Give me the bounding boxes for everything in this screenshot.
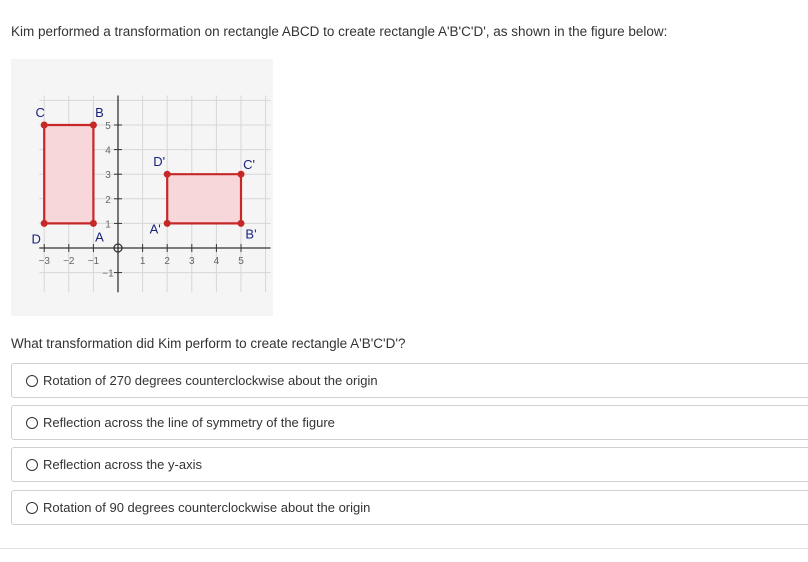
- rectangle-A'B'C'D': [167, 174, 241, 223]
- x-tick-label: 2: [164, 256, 170, 267]
- vertex-label-B': B': [245, 226, 257, 242]
- choice-option-3[interactable]: [11, 447, 808, 482]
- x-tick-label: −1: [87, 256, 100, 267]
- y-tick-label: 1: [105, 219, 111, 231]
- question-text: Kim performed a transformation on rectangle ABCD to create rectangle A'B'C'D', as shown in the figure below:: [11, 24, 668, 39]
- choice-option-2[interactable]: [11, 405, 808, 440]
- vertex-label-B: B: [95, 105, 104, 120]
- coordinate-plane: [11, 59, 273, 316]
- vertex-point: [90, 122, 97, 129]
- y-tick-label: 3: [105, 170, 111, 182]
- y-tick-label: −1: [102, 268, 114, 280]
- x-tick-label: −3: [38, 256, 50, 267]
- choice-label: Reflection across the line of symmetry of the figure: [43, 415, 335, 430]
- y-tick-label: 5: [105, 121, 111, 132]
- choice-label: Rotation of 270 degrees counterclockwise about the origin: [43, 373, 378, 388]
- choice-label: Reflection across the y-axis: [43, 457, 202, 472]
- x-tick-label: 4: [213, 256, 220, 267]
- y-tick-label: 2: [105, 194, 111, 206]
- x-tick-label: 1: [139, 256, 146, 267]
- radio-button[interactable]: [26, 375, 38, 387]
- vertex-point: [238, 220, 245, 227]
- radio-button[interactable]: [26, 417, 38, 429]
- vertex-label-C: C: [35, 105, 45, 120]
- vertex-label-A': A': [149, 221, 161, 237]
- vertex-label-C': C': [243, 157, 255, 173]
- vertex-label-A: A: [95, 229, 104, 245]
- x-tick-label: 5: [238, 256, 244, 267]
- choice-option-4[interactable]: [11, 490, 808, 525]
- vertex-point: [90, 220, 97, 227]
- vertex-label-D': D': [153, 154, 166, 170]
- vertex-point: [41, 220, 48, 227]
- y-tick-label: 4: [105, 145, 111, 157]
- vertex-point: [164, 220, 171, 227]
- coordinate-plane-figure: [11, 59, 273, 316]
- vertex-label-D: D: [31, 231, 41, 247]
- radio-button[interactable]: [26, 502, 38, 514]
- x-tick-label: 3: [189, 256, 195, 267]
- choice-option-1[interactable]: [11, 363, 808, 398]
- x-tick-label: −2: [63, 256, 75, 267]
- radio-button[interactable]: [26, 459, 38, 471]
- vertex-point: [164, 171, 171, 178]
- question-prompt: What transformation did Kim perform to create rectangle A'B'C'D'?: [11, 336, 406, 351]
- choice-label: Rotation of 90 degrees counterclockwise about the origin: [43, 500, 371, 515]
- rectangle-ABCD: [44, 125, 93, 223]
- vertex-point: [41, 122, 48, 129]
- divider: [0, 548, 808, 549]
